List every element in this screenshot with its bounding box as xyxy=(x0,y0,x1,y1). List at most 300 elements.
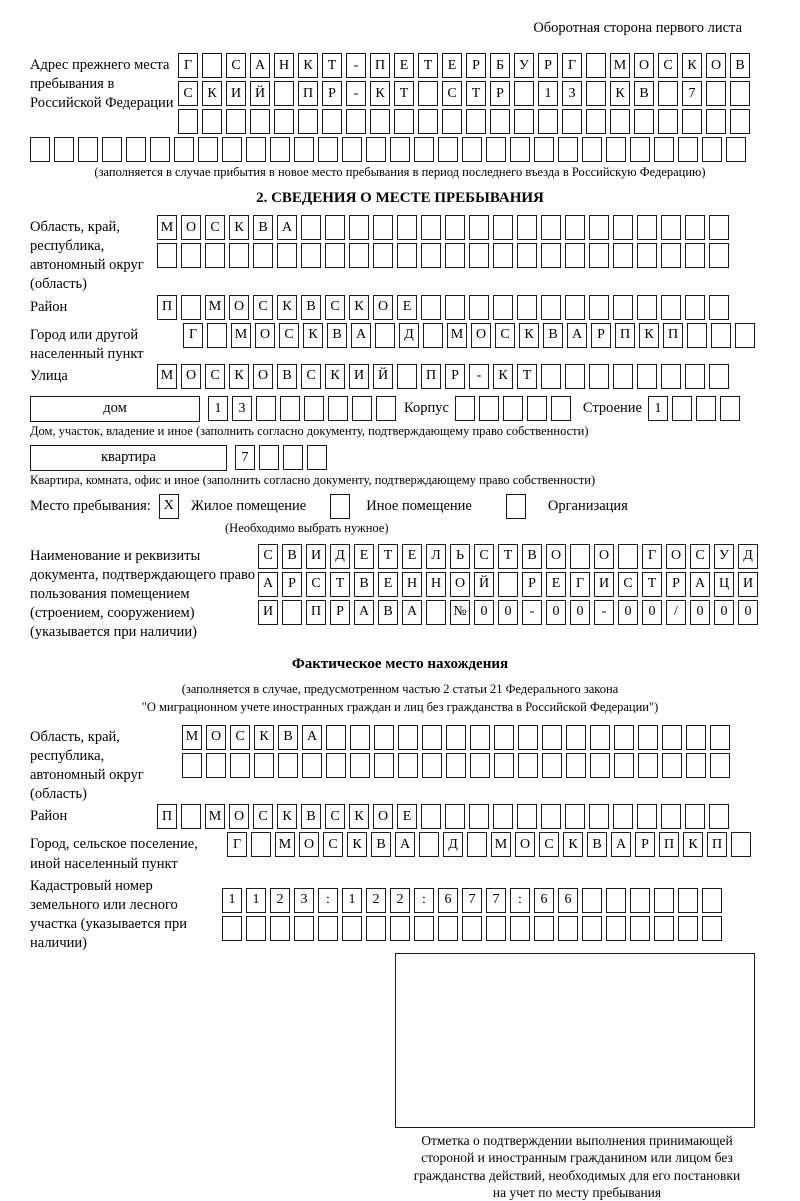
char-cell[interactable] xyxy=(438,137,458,162)
char-cell[interactable] xyxy=(558,916,578,941)
char-cell[interactable] xyxy=(582,888,602,913)
char-cell[interactable] xyxy=(328,396,348,421)
char-cell[interactable] xyxy=(78,137,98,162)
char-cell[interactable]: М xyxy=(610,53,630,78)
char-cell[interactable]: Р xyxy=(666,572,686,597)
char-cell[interactable] xyxy=(469,295,489,320)
char-cell[interactable]: Т xyxy=(394,81,414,106)
char-cell[interactable] xyxy=(541,364,561,389)
char-cell[interactable]: Р xyxy=(330,600,350,625)
char-cell[interactable] xyxy=(538,109,558,134)
char-cell[interactable] xyxy=(366,916,386,941)
char-cell[interactable] xyxy=(586,109,606,134)
char-cell[interactable]: П xyxy=(298,81,318,106)
char-cell[interactable]: - xyxy=(346,53,366,78)
char-cell[interactable]: Д xyxy=(738,544,758,569)
char-cell[interactable] xyxy=(517,243,537,268)
char-cell[interactable]: А xyxy=(302,725,322,750)
char-cell[interactable] xyxy=(614,725,634,750)
char-cell[interactable] xyxy=(230,753,250,778)
char-cell[interactable] xyxy=(558,137,578,162)
char-cell[interactable]: Е xyxy=(397,295,417,320)
char-cell[interactable] xyxy=(494,753,514,778)
char-cell[interactable] xyxy=(696,396,716,421)
char-cell[interactable] xyxy=(54,137,74,162)
char-cell[interactable]: С xyxy=(306,572,326,597)
char-cell[interactable]: К xyxy=(325,364,345,389)
char-cell[interactable]: 2 xyxy=(390,888,410,913)
char-cell[interactable] xyxy=(270,137,290,162)
char-cell[interactable] xyxy=(421,243,441,268)
char-cell[interactable] xyxy=(534,137,554,162)
char-cell[interactable]: Н xyxy=(426,572,446,597)
char-cell[interactable]: - xyxy=(346,81,366,106)
char-cell[interactable]: Г xyxy=(642,544,662,569)
char-cell[interactable] xyxy=(654,137,674,162)
char-cell[interactable]: В xyxy=(543,323,563,348)
char-cell[interactable] xyxy=(709,215,729,240)
char-cell[interactable] xyxy=(613,243,633,268)
char-cell[interactable] xyxy=(637,295,657,320)
char-cell[interactable]: 0 xyxy=(570,600,590,625)
char-cell[interactable] xyxy=(438,916,458,941)
char-cell[interactable]: А xyxy=(258,572,278,597)
char-cell[interactable] xyxy=(486,137,506,162)
char-cell[interactable]: К xyxy=(229,215,249,240)
char-cell[interactable]: О xyxy=(373,804,393,829)
char-cell[interactable] xyxy=(376,396,396,421)
char-cell[interactable] xyxy=(687,323,707,348)
char-cell[interactable]: И xyxy=(226,81,246,106)
char-cell[interactable] xyxy=(613,215,633,240)
char-cell[interactable] xyxy=(709,295,729,320)
char-cell[interactable] xyxy=(517,215,537,240)
char-cell[interactable]: Й xyxy=(373,364,393,389)
char-cell[interactable]: С xyxy=(205,215,225,240)
char-cell[interactable]: - xyxy=(469,364,489,389)
char-cell[interactable] xyxy=(469,804,489,829)
char-cell[interactable] xyxy=(398,753,418,778)
char-cell[interactable]: Т xyxy=(330,572,350,597)
char-cell[interactable] xyxy=(735,323,755,348)
char-cell[interactable] xyxy=(342,137,362,162)
char-cell[interactable] xyxy=(586,53,606,78)
char-cell[interactable] xyxy=(346,109,366,134)
char-cell[interactable]: Р xyxy=(522,572,542,597)
char-cell[interactable] xyxy=(731,832,751,857)
char-cell[interactable] xyxy=(462,916,482,941)
char-cell[interactable] xyxy=(709,243,729,268)
char-cell[interactable]: К xyxy=(349,804,369,829)
char-cell[interactable] xyxy=(302,753,322,778)
char-cell[interactable]: С xyxy=(205,364,225,389)
char-cell[interactable] xyxy=(589,215,609,240)
char-cell[interactable]: Г xyxy=(178,53,198,78)
char-cell[interactable]: Т xyxy=(498,544,518,569)
char-cell[interactable]: П xyxy=(615,323,635,348)
char-cell[interactable]: С xyxy=(539,832,559,857)
char-cell[interactable] xyxy=(606,888,626,913)
char-cell[interactable] xyxy=(352,396,372,421)
char-cell[interactable]: О xyxy=(706,53,726,78)
char-cell[interactable] xyxy=(246,916,266,941)
char-cell[interactable] xyxy=(445,215,465,240)
char-cell[interactable]: Б xyxy=(490,53,510,78)
char-cell[interactable] xyxy=(702,888,722,913)
char-cell[interactable]: А xyxy=(611,832,631,857)
char-cell[interactable] xyxy=(486,916,506,941)
char-cell[interactable]: Д xyxy=(330,544,350,569)
char-cell[interactable]: 6 xyxy=(438,888,458,913)
char-cell[interactable] xyxy=(446,725,466,750)
char-cell[interactable]: У xyxy=(514,53,534,78)
char-cell[interactable] xyxy=(685,295,705,320)
char-cell[interactable] xyxy=(414,137,434,162)
char-cell[interactable]: Т xyxy=(418,53,438,78)
char-cell[interactable] xyxy=(566,753,586,778)
char-cell[interactable]: С xyxy=(474,544,494,569)
char-cell[interactable]: К xyxy=(349,295,369,320)
char-cell[interactable] xyxy=(373,243,393,268)
char-cell[interactable] xyxy=(198,137,218,162)
char-cell[interactable] xyxy=(527,396,547,421)
char-cell[interactable]: О xyxy=(229,295,249,320)
char-cell[interactable] xyxy=(518,753,538,778)
char-cell[interactable] xyxy=(709,364,729,389)
char-cell[interactable]: Р xyxy=(322,81,342,106)
char-cell[interactable] xyxy=(517,804,537,829)
char-cell[interactable] xyxy=(589,364,609,389)
char-cell[interactable] xyxy=(614,753,634,778)
char-cell[interactable]: Р xyxy=(591,323,611,348)
char-cell[interactable]: Е xyxy=(354,544,374,569)
char-cell[interactable] xyxy=(467,832,487,857)
char-cell[interactable] xyxy=(250,109,270,134)
char-cell[interactable] xyxy=(634,109,654,134)
char-cell[interactable]: С xyxy=(226,53,246,78)
char-cell[interactable]: Г xyxy=(183,323,203,348)
char-cell[interactable]: М xyxy=(491,832,511,857)
char-cell[interactable]: : xyxy=(510,888,530,913)
char-cell[interactable]: О xyxy=(471,323,491,348)
char-cell[interactable] xyxy=(710,753,730,778)
char-cell[interactable] xyxy=(274,81,294,106)
char-cell[interactable]: - xyxy=(594,600,614,625)
char-cell[interactable] xyxy=(469,243,489,268)
char-cell[interactable] xyxy=(418,109,438,134)
char-cell[interactable]: Е xyxy=(394,53,414,78)
char-cell[interactable] xyxy=(246,137,266,162)
char-cell[interactable] xyxy=(349,215,369,240)
char-cell[interactable] xyxy=(301,243,321,268)
char-cell[interactable]: К xyxy=(370,81,390,106)
char-cell[interactable]: С xyxy=(618,572,638,597)
char-cell[interactable] xyxy=(294,137,314,162)
char-cell[interactable] xyxy=(686,725,706,750)
char-cell[interactable]: К xyxy=(683,832,703,857)
char-cell[interactable]: С xyxy=(325,804,345,829)
char-cell[interactable] xyxy=(637,364,657,389)
char-cell[interactable]: А xyxy=(277,215,297,240)
char-cell[interactable] xyxy=(442,109,462,134)
char-cell[interactable]: С xyxy=(323,832,343,857)
char-cell[interactable] xyxy=(466,109,486,134)
char-cell[interactable] xyxy=(542,725,562,750)
char-cell[interactable] xyxy=(181,804,201,829)
char-cell[interactable]: В xyxy=(730,53,750,78)
char-cell[interactable]: О xyxy=(229,804,249,829)
char-cell[interactable] xyxy=(254,753,274,778)
char-cell[interactable] xyxy=(637,215,657,240)
char-cell[interactable]: О xyxy=(253,364,273,389)
char-cell[interactable]: К xyxy=(254,725,274,750)
char-cell[interactable] xyxy=(606,137,626,162)
char-cell[interactable]: Р xyxy=(538,53,558,78)
char-cell[interactable] xyxy=(490,109,510,134)
char-cell[interactable]: С xyxy=(178,81,198,106)
char-cell[interactable] xyxy=(426,600,446,625)
char-cell[interactable] xyxy=(503,396,523,421)
char-cell[interactable] xyxy=(150,137,170,162)
char-cell[interactable]: К xyxy=(682,53,702,78)
char-cell[interactable]: 7 xyxy=(682,81,702,106)
char-cell[interactable]: И xyxy=(594,572,614,597)
char-cell[interactable]: - xyxy=(522,600,542,625)
char-cell[interactable] xyxy=(702,916,722,941)
char-cell[interactable] xyxy=(661,804,681,829)
char-cell[interactable] xyxy=(414,916,434,941)
char-cell[interactable] xyxy=(685,243,705,268)
char-cell[interactable] xyxy=(397,243,417,268)
char-cell[interactable] xyxy=(322,109,342,134)
char-cell[interactable]: Р xyxy=(282,572,302,597)
char-cell[interactable]: К xyxy=(610,81,630,106)
char-cell[interactable] xyxy=(606,916,626,941)
char-cell[interactable] xyxy=(493,295,513,320)
char-cell[interactable]: 6 xyxy=(534,888,554,913)
char-cell[interactable] xyxy=(202,53,222,78)
char-cell[interactable]: О xyxy=(515,832,535,857)
char-cell[interactable] xyxy=(541,243,561,268)
char-cell[interactable] xyxy=(510,137,530,162)
char-cell[interactable]: К xyxy=(277,804,297,829)
char-cell[interactable]: О xyxy=(206,725,226,750)
char-cell[interactable]: О xyxy=(181,364,201,389)
char-cell[interactable]: П xyxy=(659,832,679,857)
char-cell[interactable] xyxy=(182,753,202,778)
char-cell[interactable] xyxy=(229,243,249,268)
char-cell[interactable] xyxy=(259,445,279,470)
char-cell[interactable]: Р xyxy=(490,81,510,106)
char-cell[interactable] xyxy=(541,215,561,240)
char-cell[interactable] xyxy=(589,243,609,268)
char-cell[interactable] xyxy=(157,243,177,268)
char-cell[interactable] xyxy=(349,243,369,268)
char-cell[interactable] xyxy=(630,137,650,162)
char-cell[interactable] xyxy=(514,81,534,106)
char-cell[interactable] xyxy=(397,364,417,389)
char-cell[interactable]: 7 xyxy=(462,888,482,913)
char-cell[interactable] xyxy=(661,295,681,320)
char-cell[interactable] xyxy=(589,295,609,320)
char-cell[interactable]: 0 xyxy=(498,600,518,625)
char-cell[interactable] xyxy=(202,109,222,134)
char-cell[interactable] xyxy=(397,215,417,240)
char-cell[interactable] xyxy=(479,396,499,421)
char-cell[interactable] xyxy=(514,109,534,134)
char-cell[interactable]: К xyxy=(298,53,318,78)
char-cell[interactable]: 2 xyxy=(366,888,386,913)
char-cell[interactable] xyxy=(455,396,475,421)
char-cell[interactable] xyxy=(506,494,526,519)
char-cell[interactable]: С xyxy=(442,81,462,106)
char-cell[interactable]: К xyxy=(277,295,297,320)
char-cell[interactable] xyxy=(562,109,582,134)
char-cell[interactable]: В xyxy=(587,832,607,857)
char-cell[interactable] xyxy=(638,725,658,750)
char-cell[interactable] xyxy=(375,323,395,348)
char-cell[interactable] xyxy=(423,323,443,348)
char-cell[interactable] xyxy=(304,396,324,421)
char-cell[interactable]: П xyxy=(707,832,727,857)
char-cell[interactable] xyxy=(661,364,681,389)
char-cell[interactable] xyxy=(373,215,393,240)
char-cell[interactable] xyxy=(589,804,609,829)
char-cell[interactable]: Т xyxy=(466,81,486,106)
char-cell[interactable]: С xyxy=(230,725,250,750)
char-cell[interactable]: М xyxy=(275,832,295,857)
char-cell[interactable]: П xyxy=(421,364,441,389)
char-cell[interactable] xyxy=(565,364,585,389)
char-cell[interactable] xyxy=(518,725,538,750)
char-cell[interactable] xyxy=(672,396,692,421)
char-cell[interactable]: Т xyxy=(378,544,398,569)
char-cell[interactable]: А xyxy=(690,572,710,597)
char-cell[interactable]: А xyxy=(354,600,374,625)
char-cell[interactable] xyxy=(205,243,225,268)
char-cell[interactable] xyxy=(445,804,465,829)
char-cell[interactable] xyxy=(274,109,294,134)
char-cell[interactable]: 1 xyxy=(342,888,362,913)
char-cell[interactable]: М xyxy=(205,295,225,320)
char-cell[interactable]: Е xyxy=(402,544,422,569)
char-cell[interactable] xyxy=(565,295,585,320)
char-cell[interactable] xyxy=(374,725,394,750)
char-cell[interactable] xyxy=(253,243,273,268)
char-cell[interactable] xyxy=(661,215,681,240)
char-cell[interactable]: В xyxy=(327,323,347,348)
char-cell[interactable] xyxy=(398,725,418,750)
char-cell[interactable] xyxy=(709,804,729,829)
char-cell[interactable] xyxy=(565,215,585,240)
char-cell[interactable] xyxy=(283,445,303,470)
char-cell[interactable]: Р xyxy=(466,53,486,78)
char-cell[interactable] xyxy=(350,725,370,750)
char-cell[interactable]: О xyxy=(255,323,275,348)
char-cell[interactable] xyxy=(470,753,490,778)
char-cell[interactable]: 0 xyxy=(474,600,494,625)
char-cell[interactable] xyxy=(730,81,750,106)
char-cell[interactable] xyxy=(318,137,338,162)
char-cell[interactable] xyxy=(278,753,298,778)
char-cell[interactable]: И xyxy=(738,572,758,597)
char-cell[interactable] xyxy=(586,81,606,106)
char-cell[interactable] xyxy=(307,445,327,470)
char-cell[interactable]: М xyxy=(157,364,177,389)
char-cell[interactable] xyxy=(445,295,465,320)
char-cell[interactable]: С xyxy=(658,53,678,78)
char-cell[interactable] xyxy=(445,243,465,268)
char-cell[interactable]: В xyxy=(634,81,654,106)
char-cell[interactable] xyxy=(570,544,590,569)
char-cell[interactable] xyxy=(294,916,314,941)
char-cell[interactable]: П xyxy=(663,323,683,348)
char-cell[interactable] xyxy=(126,137,146,162)
char-cell[interactable]: 3 xyxy=(562,81,582,106)
char-cell[interactable] xyxy=(654,916,674,941)
char-cell[interactable]: А xyxy=(402,600,422,625)
char-cell[interactable] xyxy=(613,804,633,829)
char-cell[interactable]: В xyxy=(282,544,302,569)
char-cell[interactable] xyxy=(610,109,630,134)
char-cell[interactable] xyxy=(206,753,226,778)
char-cell[interactable]: 2 xyxy=(270,888,290,913)
char-cell[interactable]: К xyxy=(303,323,323,348)
char-cell[interactable] xyxy=(542,753,562,778)
char-cell[interactable]: К xyxy=(519,323,539,348)
char-cell[interactable] xyxy=(256,396,276,421)
char-cell[interactable]: В xyxy=(522,544,542,569)
char-cell[interactable] xyxy=(446,753,466,778)
char-cell[interactable]: Г xyxy=(570,572,590,597)
char-cell[interactable] xyxy=(711,323,731,348)
char-cell[interactable] xyxy=(590,753,610,778)
char-cell[interactable]: О xyxy=(181,215,201,240)
char-cell[interactable] xyxy=(720,396,740,421)
char-cell[interactable]: 1 xyxy=(222,888,242,913)
char-cell[interactable]: С xyxy=(495,323,515,348)
char-cell[interactable]: В xyxy=(277,364,297,389)
char-cell[interactable] xyxy=(685,804,705,829)
char-cell[interactable]: С xyxy=(690,544,710,569)
char-cell[interactable] xyxy=(630,888,650,913)
char-cell[interactable] xyxy=(470,725,490,750)
char-cell[interactable] xyxy=(493,804,513,829)
char-cell[interactable]: В xyxy=(301,295,321,320)
char-cell[interactable]: Р xyxy=(635,832,655,857)
char-cell[interactable] xyxy=(326,753,346,778)
char-cell[interactable] xyxy=(565,804,585,829)
char-cell[interactable] xyxy=(590,725,610,750)
char-cell[interactable]: Ь xyxy=(450,544,470,569)
char-cell[interactable] xyxy=(630,916,650,941)
char-cell[interactable] xyxy=(637,804,657,829)
char-cell[interactable]: 1 xyxy=(246,888,266,913)
char-cell[interactable]: 1 xyxy=(208,396,228,421)
char-cell[interactable] xyxy=(678,916,698,941)
char-cell[interactable] xyxy=(469,215,489,240)
char-cell[interactable] xyxy=(661,243,681,268)
char-cell[interactable]: С xyxy=(325,295,345,320)
char-cell[interactable]: 0 xyxy=(546,600,566,625)
char-cell[interactable] xyxy=(706,81,726,106)
char-cell[interactable] xyxy=(685,215,705,240)
char-cell[interactable] xyxy=(678,137,698,162)
char-cell[interactable] xyxy=(181,243,201,268)
char-cell[interactable]: К xyxy=(563,832,583,857)
char-cell[interactable] xyxy=(566,725,586,750)
char-cell[interactable]: О xyxy=(450,572,470,597)
